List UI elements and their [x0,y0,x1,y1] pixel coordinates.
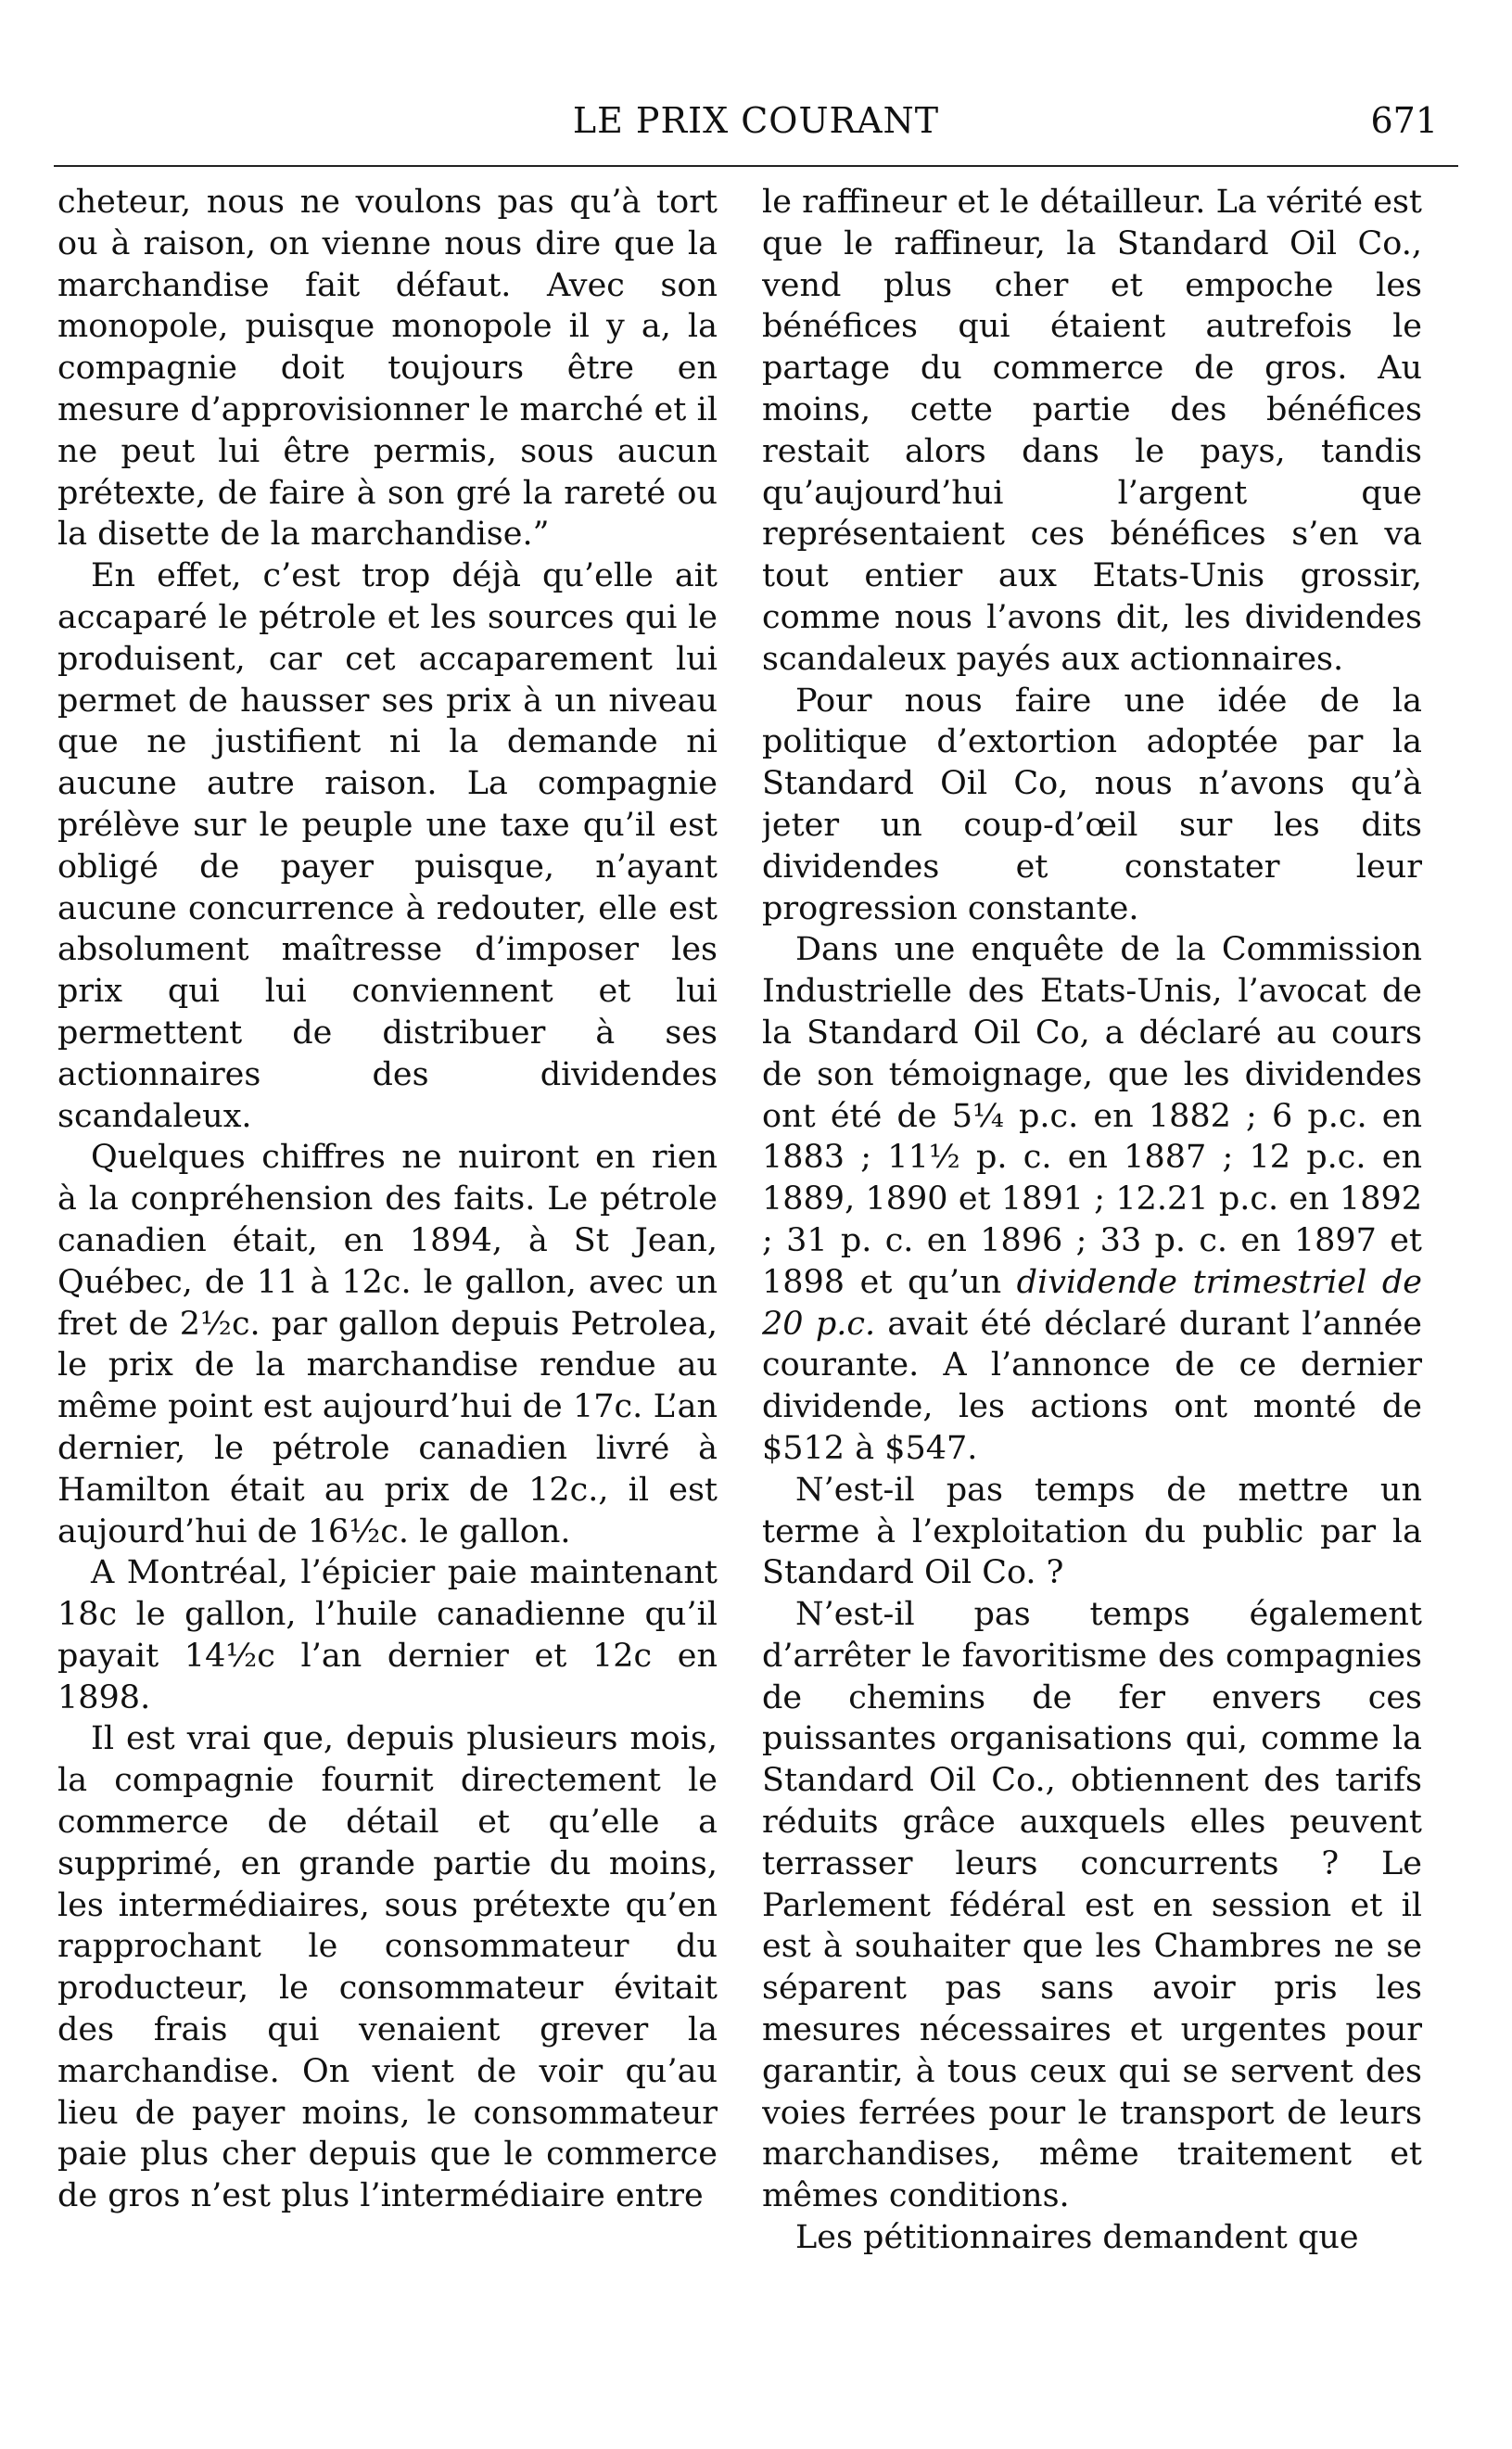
paragraph: Il est vrai que, depuis plusieurs mois, la compagnie fournit directement le commerce de détail et qu’elle a supprimé, en grande partie du moins, les intermédiaires, sous prétexte qu’en rapprochant le consommateur du producteur, le consommateur évitait des frais qui venaient grever la marchandise. On vient de voir qu’au lieu de payer moins, le consommateur paie plus cher depuis que le commerce de gros n’est plus l’intermédiaire entre [57,1720,718,2215]
paragraph: N’est-il pas temps de mettre un terme à l’exploitation du public par la Standard Oil Co. ? [762,1471,1422,1592]
page-number: 671 [1370,100,1438,141]
right-column [762,182,1422,2389]
left-column [57,182,718,2389]
header-rule [54,165,1458,167]
italic-phrase: dividende trimestriel de 20 p.c. [762,1263,1422,1343]
paragraph: Pour nous faire une idée de la politique d’extortion adoptée par la Standard Oil Co, nous n’avons qu’à jeter un coup-d’œil sur les dits dividendes et constater leur progression constante. [762,682,1422,927]
paragraph [762,929,1422,1469]
running-header [56,100,1456,147]
paragraph: Les pétitionnaires demandent que [795,2219,1359,2257]
journal-title: LE PRIX COURANT [572,100,940,141]
paragraph: le raffineur et le détailleur. La vérité est que le raffineur, la Standard Oil Co., vend plus cher et empoche les bénéfices qui étaient autrefois le partage du commerce de gros. Au moins, cette partie des bénéfices restait alors dans le pays, tandis qu’aujourd’hui l’argent que représentaient ces bénéfices s’en va tout entier aux Etats-Unis grossir, comme nous l’avons dit, les dividendes scandaleux payés aux actionnaires. [762,184,1422,678]
paragraph: cheteur, nous ne voulons pas qu’à tort ou à raison, on vienne nous dire que la marchandise fait défaut. Avec son monopole, puisque monopole il y a, la compagnie doit toujours être en mesure d’approvisionner le marché et il ne peut lui être permis, sous aucun prétexte, de faire à son gré la rareté ou la disette de la marchandise.” [57,184,718,554]
paragraph-text: Dans une enquête de la Commission Industrielle des Etats-Unis, l’avocat de la Standard Oil Co, a déclaré au cours de son témoignage, que les dividendes ont été de 5¼ p.c. en 1882 ; 6 p.c. en 1883 ; 11½ p. c. en 1887 ; 12 p.c. en 1889, 1890 et 1891 ; 12.21 p.c. en 1892 ; 31 p. c. en 1896 ; 33 p. c. en 1897 et 1898 et qu’un [762,931,1422,1301]
paragraph: Quelques chiffres ne nuiront en rien à la conpréhension des faits. Le pétrole canadien était, en 1894, à St Jean, Québec, de 11 à 12c. le gallon, avec un fret de 2½c. par gallon depuis Petrolea, le prix de la marchandise rendue au même point est aujourd’hui de 17c. L’an dernier, le pétrole canadien livré à Hamilton était au prix de 12c., il est aujourd’hui de 16½c. le gallon. [57,1139,718,1550]
paragraph: N’est-il pas temps également d’arrêter le favoritisme des compagnies de chemins de fer envers ces puissantes organisations qui, comme la Standard Oil Co., obtiennent des tarifs réduits grâce auxquels elles peuvent terrasser leurs concurrents ? Le Parlement fédéral est en session et il est à souhaiter que les Chambres ne se séparent pas sans avoir pris les mesures nécessaires et urgentes pour garantir, à tous ceux qui se servent des voies ferrées pour le transport de leurs marchandises, même traitement et mêmes conditions. [762,1596,1422,2215]
paragraph: En effet, c’est trop déjà qu’elle ait accaparé le pétrole et les sources qui le produisent, car cet accaparement lui permet de hausser ses prix à un niveau que ne justifient ni la demande ni aucune autre raison. La compagnie prélève sur le peuple une taxe qu’il est obligé de payer puisque, n’ayant aucune concurrence à redouter, elle est absolument maîtresse d’imposer les prix qui lui conviennent et lui permettent de distribuer à ses actionnaires des dividendes scandaleux. [57,557,718,1135]
text-columns [57,182,1448,2389]
paragraph: A Montréal, l’épicier paie maintenant 18c le gallon, l’huile canadienne qu’il payait 14½c l’an dernier et 12c en 1898. [57,1554,718,1716]
paragraph-text: avait été déclaré durant l’année courante. A l’annonce de ce dernier dividende, les actions ont monté de $512 à $547. [762,1305,1422,1467]
